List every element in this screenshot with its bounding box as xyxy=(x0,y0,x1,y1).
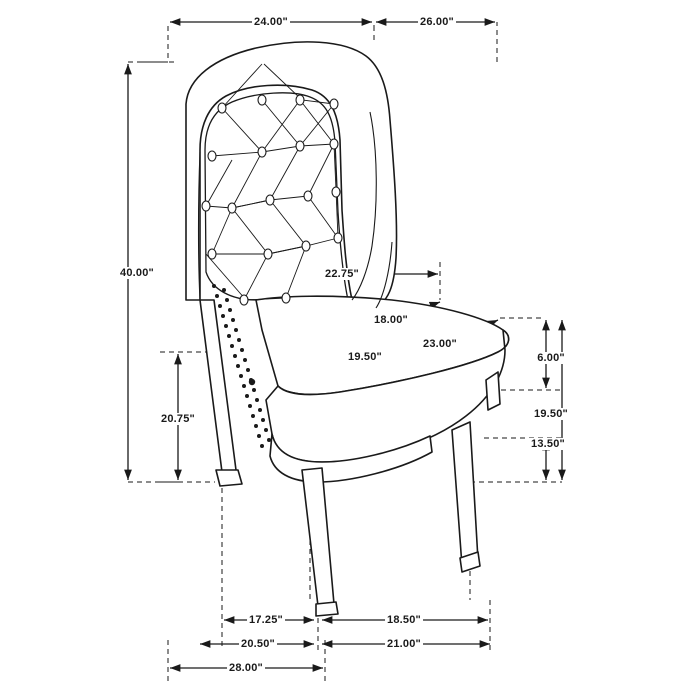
rear-leg-right xyxy=(486,372,500,410)
front-leg-center xyxy=(302,468,334,606)
dimension-label-seat-depth-inner: 18.00" xyxy=(374,314,408,326)
dimension-label-overall-depth: 28.00" xyxy=(229,662,263,674)
dimension-label-base-depth: 20.50" xyxy=(241,638,275,650)
dimension-label-seat-height: 13.50" xyxy=(531,438,565,450)
dimension-label-arm-height-right: 6.00" xyxy=(537,352,565,364)
dimension-label-seat-diagonal: 19.50" xyxy=(348,351,382,363)
dimension-label-leg-span-side: 18.50" xyxy=(387,614,421,626)
dimension-label-overall-height: 40.00" xyxy=(120,267,154,279)
dimension-label-top-width-right: 26.00" xyxy=(420,16,454,28)
rear-leg-left-foot xyxy=(216,470,242,486)
front-leg-center-foot xyxy=(316,602,338,616)
dimension-label-seat-width: 23.00" xyxy=(423,338,457,350)
dimension-label-leg-span-front: 17.25" xyxy=(249,614,283,626)
dimension-label-inside-back-width: 22.75" xyxy=(325,268,359,280)
dimension-label-arm-height-left: 20.75" xyxy=(161,413,195,425)
rear-leg-left xyxy=(200,300,236,472)
dimension-label-seat-back-height: 19.50" xyxy=(534,408,568,420)
dimension-label-base-width: 21.00" xyxy=(387,638,421,650)
front-leg-right xyxy=(452,422,478,566)
dimension-label-top-width-left: 24.00" xyxy=(254,16,288,28)
